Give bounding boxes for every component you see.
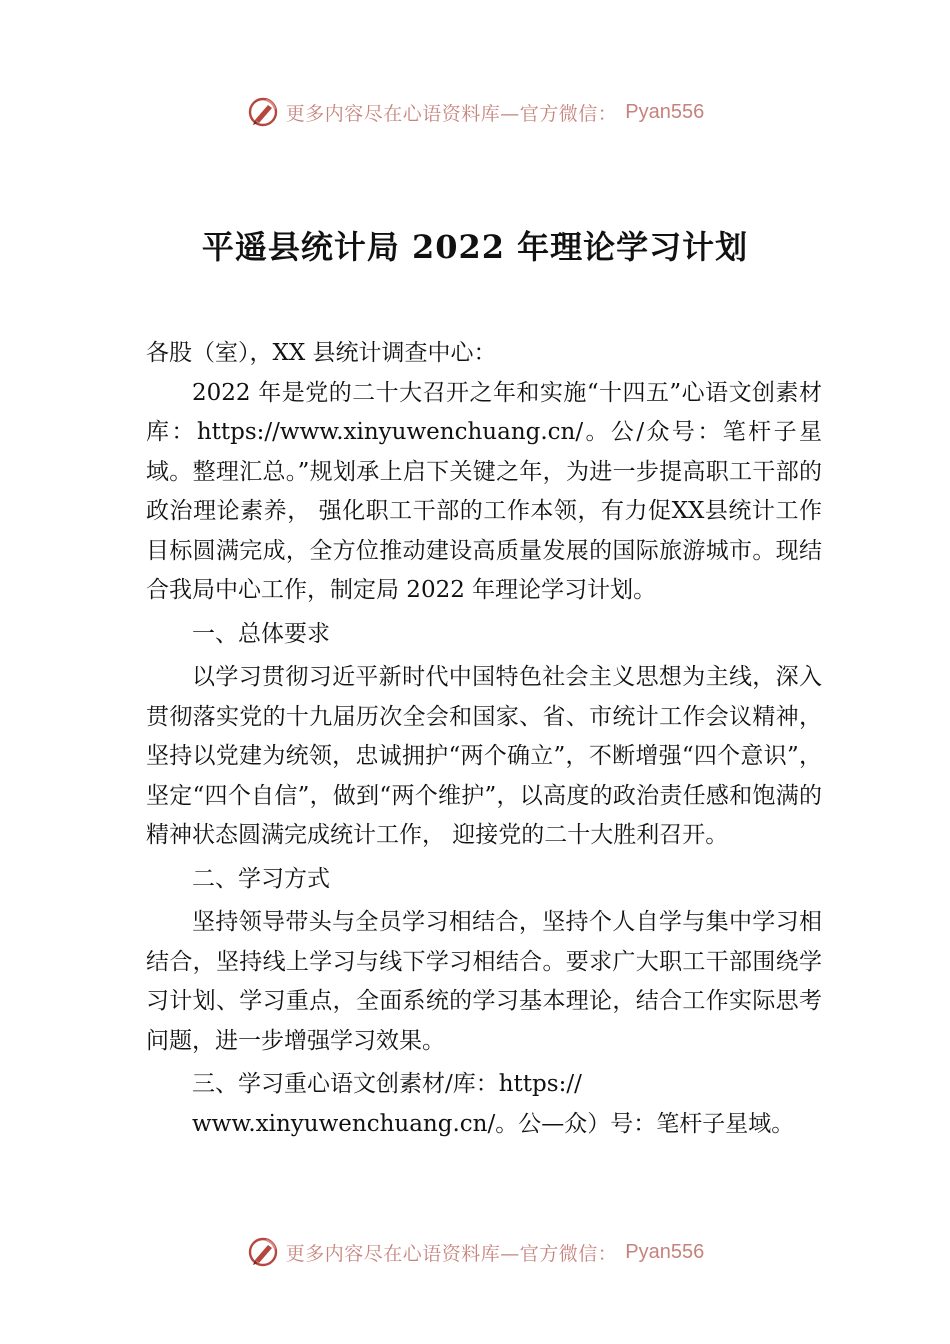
section-heading-1: 一、总体要求 [192, 620, 330, 647]
section-3-url-line: www.xinyuwenchuang.cn/。公—众）号：笔杆子星域。 [192, 1110, 795, 1137]
watermark-text: 更多内容尽在心语资料库—官方微信： [285, 1242, 618, 1265]
watermark-bottom [0, 1232, 950, 1272]
pen-logo-icon [246, 1235, 280, 1269]
section-1-paragraph: 以学习贯彻习近平新时代中国特色社会主义思想为主线，深入贯彻落实党的十九届历次全会和国家、省、市统计工作会议精神，坚持以党建为统领，忠诚拥护“两个确立”，不断增强“四个意识”，坚定“四个自信”，做到“两个维护”，以高度的政治责任感和饱满的精神状态圆满完成统计工作， 迎接党的二十大胜利召开。 [146, 664, 822, 848]
section-heading-3: 三、学习重心语文创素材/库：https:// [192, 1071, 582, 1097]
section-2-paragraph: 坚持领导带头与全员学习相结合，坚持个人自学与集中学习相结合，坚持线上学习与线下学习相结合。要求广大职工干部围绕学习计划、学习重点，全面系统的学习基本理论，结合工作实际思考问题，进一步增强学习效果。 [146, 909, 822, 1054]
document-body [146, 334, 822, 1144]
pen-logo-icon [246, 95, 280, 129]
watermark-wechat-id: Pyan556 [625, 100, 705, 123]
intro-paragraph: 2022 年是党的二十大召开之年和实施“十四五”心语文创素材库：https://www.xinyuwenchuang.cn/。公/众号：笔杆子星域。整理汇总。”规划承上启下关键之年，为进一步提高职工干部的政治理论素养， 强化职工干部的工作本领，有力促XX县统计工作目标圆满完成，全方位推动建设高质量发展的国际旅游城市。现结合我局中心工作，制定局 2022 年理论学习计划。 [146, 379, 822, 603]
watermark-wechat-id: Pyan556 [625, 1240, 705, 1263]
salutation: 各股（室），XX 县统计调查中心： [146, 340, 497, 366]
section-heading-2: 二、学习方式 [192, 865, 330, 892]
watermark-text: 更多内容尽在心语资料库—官方微信： [285, 102, 618, 125]
document-title: 平遥县统计局 2022 年理论学习计划 [201, 228, 749, 266]
watermark-top [0, 92, 950, 132]
